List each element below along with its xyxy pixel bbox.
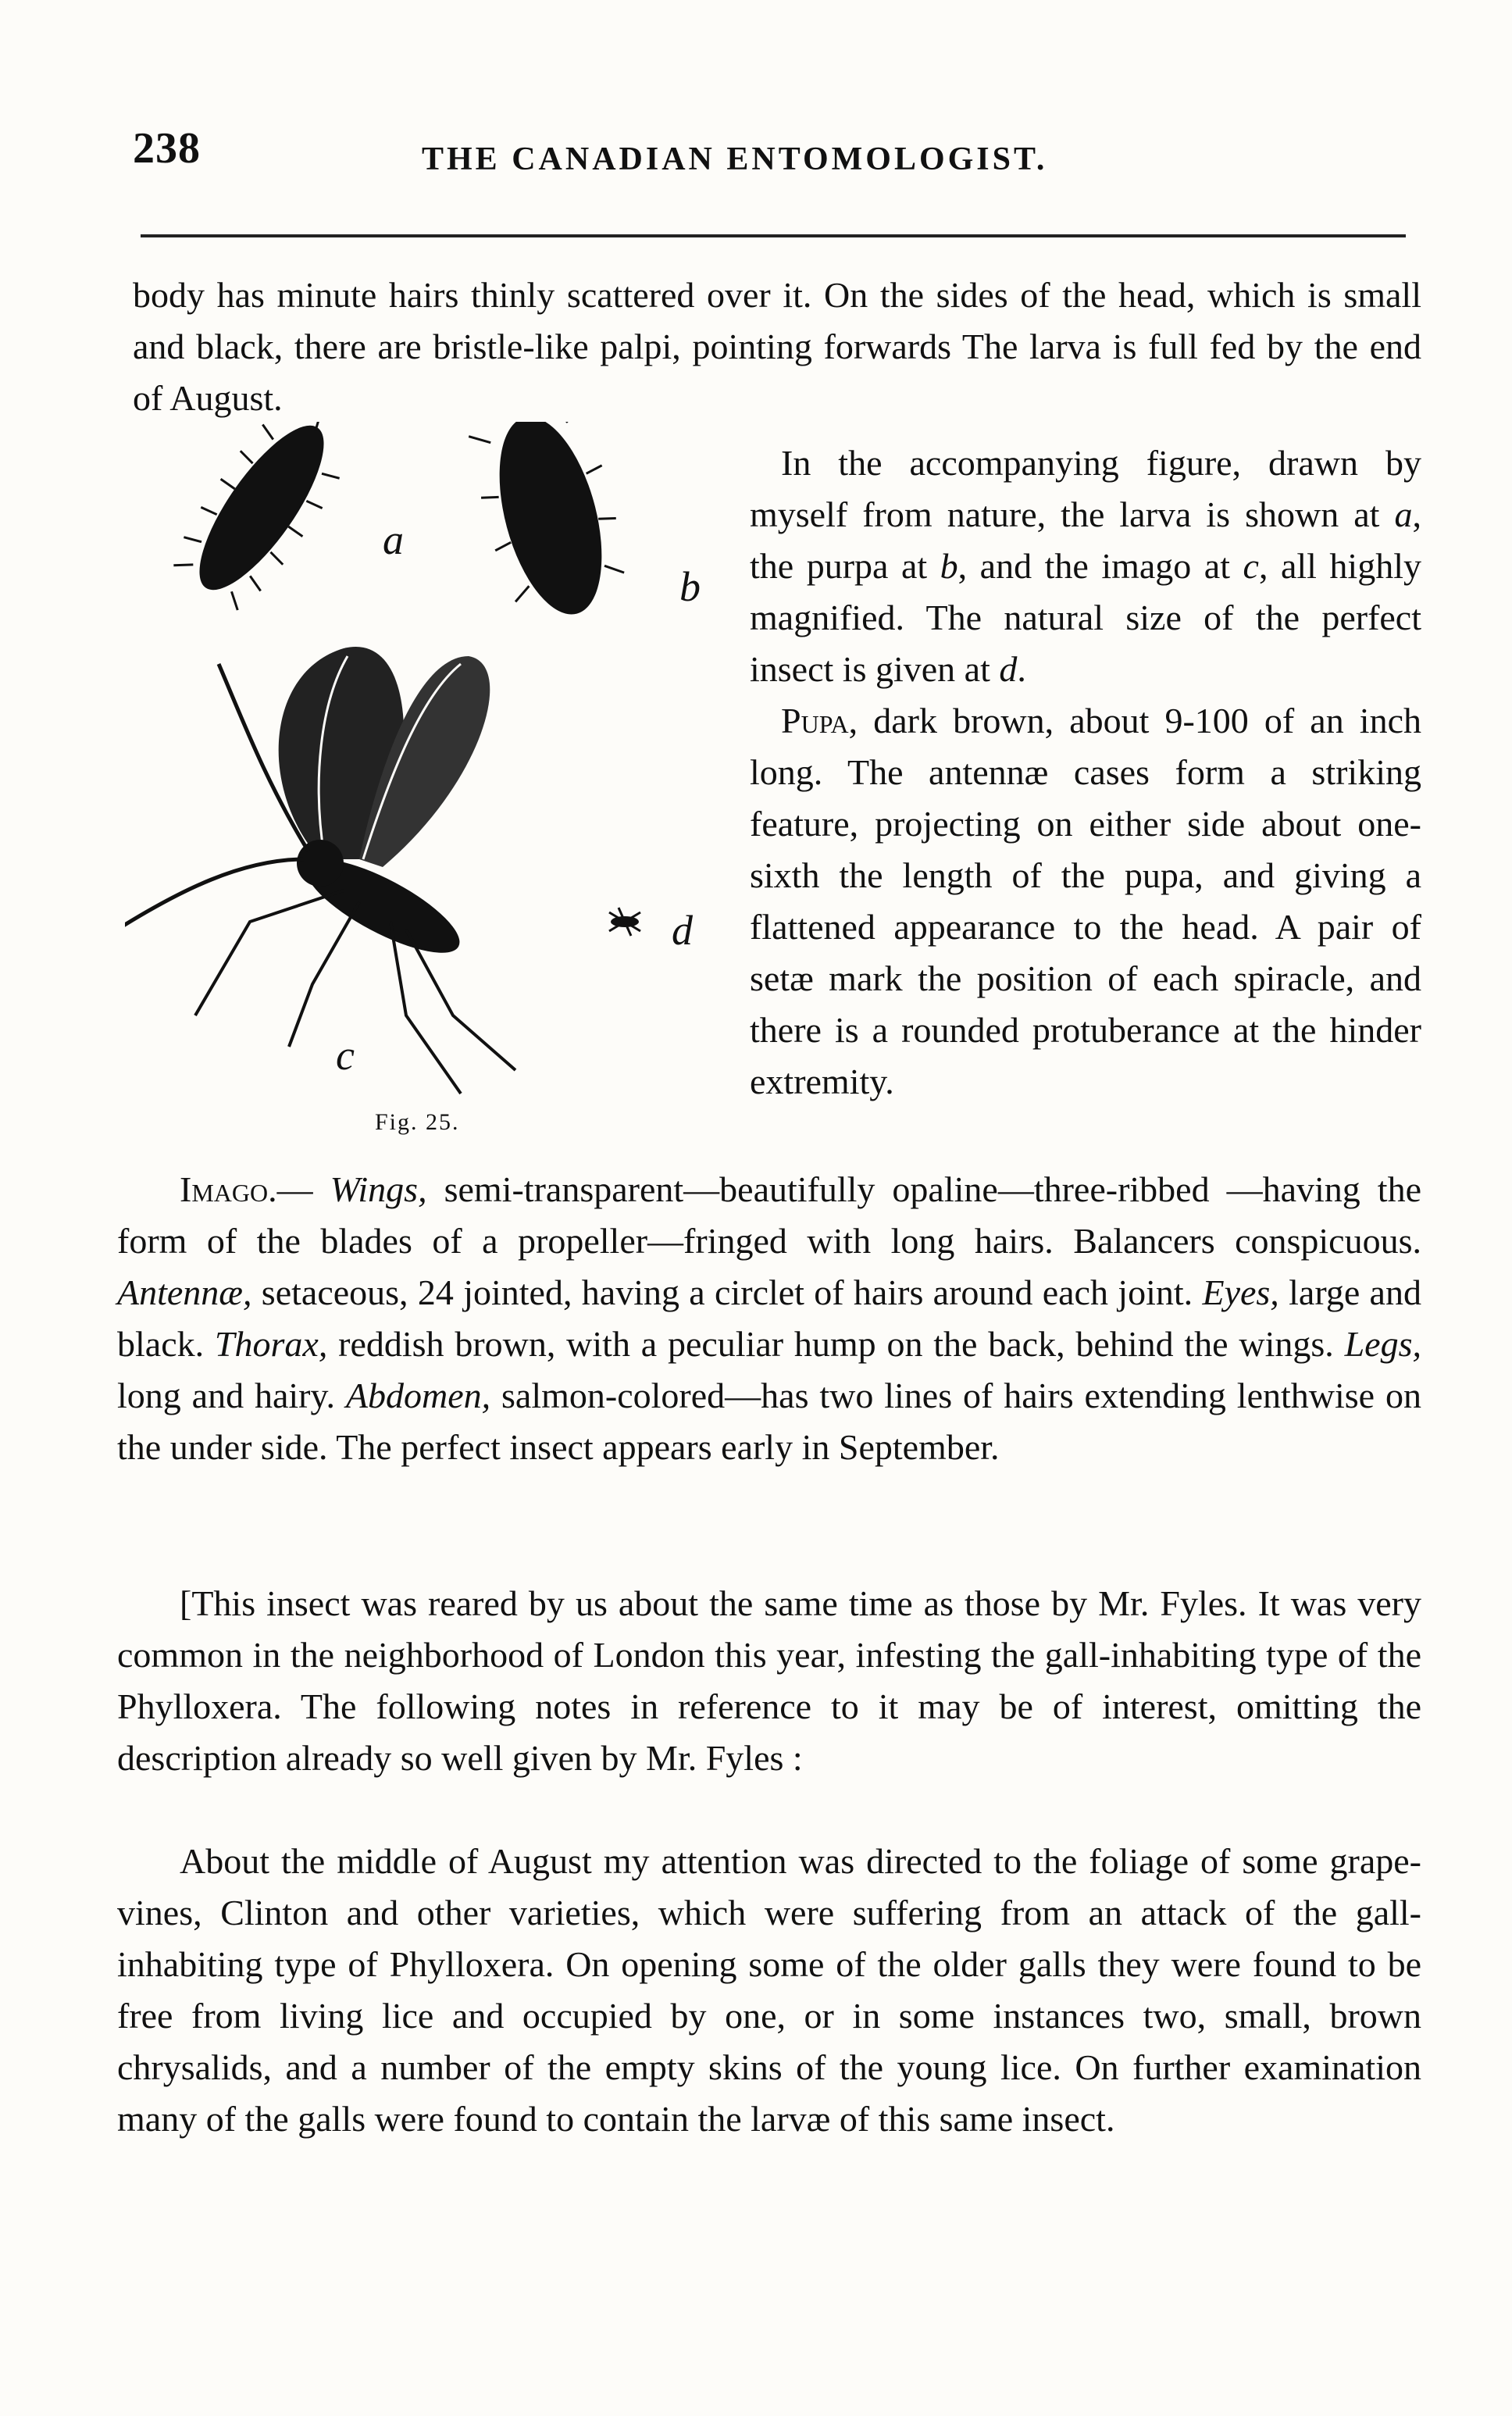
larva-drawing xyxy=(165,422,370,616)
insect-illustration xyxy=(125,422,750,1172)
antennae-text: setaceous, 24 jointed, having a circlet of hairs around each joint. xyxy=(251,1272,1203,1312)
august-paragraph: About the middle of August my attention was directed to the foliage of some grape-vines, Clinton and other varieties, which were suffering from an attack of the gall-inhabiting type of Phylloxera. On opening some of the older galls they were found to be free from living lice and occupied by one, or in some instances two, small, brown chrysalids, and a number of the empty skins of the young lice. On further examination many of the galls were found to contain the larvæ of this same insect. xyxy=(117,1841,1421,2139)
antennae-label: Antennæ, xyxy=(117,1272,252,1312)
pupa-paragraph xyxy=(750,695,1421,1108)
continued-paragraph: body has minute hairs thinly scattered over it. On the sides of the head, which is small and black, there are bristle-like palpi, pointing forwards The larva is full fed by the end of August. xyxy=(133,275,1421,418)
imago-heading: Imago. xyxy=(180,1169,277,1209)
figure-description-text: , the purpa at xyxy=(750,494,1421,586)
thorax-label: Thorax, xyxy=(214,1324,328,1364)
thorax-text: reddish brown, with a peculiar hump on the back, behind the wings. xyxy=(327,1324,1345,1364)
figure-25 xyxy=(125,422,750,1172)
pupa-text: dark brown, about 9-100 of an inch long. The antennæ cases form a striking feature, projecting on either side about one-sixth the length of the pupa, and giving a flattened appearance to the head. A pair of setæ mark the position of each spiracle, and there is a rounded protuberance at the hinder extremity. xyxy=(750,701,1421,1101)
header-rule xyxy=(141,234,1406,237)
legs-text: long and hairy. xyxy=(117,1376,346,1415)
wings-label: Wings, xyxy=(330,1169,427,1209)
label-d: d xyxy=(672,907,693,954)
figure-description-paragraph xyxy=(750,437,1421,695)
figure-caption: Fig. 25. xyxy=(375,1109,460,1135)
label-b: b xyxy=(679,563,701,610)
pupa-heading: Pupa, xyxy=(781,701,858,741)
page-number: 238 xyxy=(133,124,201,173)
editor-note-paragraph: [This insect was reared by us about the same time as those by Mr. Fyles. It was very common in the neighborhood of London this year, infesting the gall-inhabiting type of the Phylloxera. The following notes in reference to it may be of interest, omitting the description already so well given by Mr. Fyles : xyxy=(117,1583,1421,1778)
ref-c: c xyxy=(1243,546,1259,586)
imago-drawing xyxy=(125,647,515,1094)
eyes-text: large and black. xyxy=(117,1272,1421,1364)
ref-d: d xyxy=(999,649,1018,689)
abdomen-text: salmon-colored—has two lines of hairs extending lenthwise on the under side. The perfect insect appears early in September. xyxy=(117,1376,1421,1467)
abdomen-label: Abdomen, xyxy=(345,1376,491,1415)
pupa-drawing xyxy=(464,422,637,630)
eyes-label: Eyes, xyxy=(1202,1272,1279,1312)
legs-label: Legs, xyxy=(1344,1324,1421,1364)
label-a: a xyxy=(383,516,404,563)
wings-text: semi-transparent—beautifully opaline—three-ribbed —having the form of the blades of a propeller—fringed with long hairs. Balancers conspicuous. xyxy=(117,1169,1421,1261)
ref-a: a xyxy=(1394,494,1413,534)
ref-b: b xyxy=(940,546,958,586)
page-header xyxy=(133,117,1421,187)
figure-description-text: , and the imago at xyxy=(957,546,1243,586)
imago-paragraph xyxy=(117,1164,1421,1473)
figure-description-text: In the accompanying figure, drawn by myself from nature, the larva is shown at xyxy=(750,443,1421,534)
figure-description-text: . xyxy=(1017,649,1026,689)
label-c: c xyxy=(336,1032,355,1079)
figure-description-text: , all highly magnified. The natural size of the perfect insect is given at xyxy=(750,546,1421,689)
running-title: THE CANADIAN ENTOMOLOGIST. xyxy=(422,141,1048,177)
imago-dash: — xyxy=(276,1169,330,1209)
natural-size-drawing xyxy=(609,908,640,936)
